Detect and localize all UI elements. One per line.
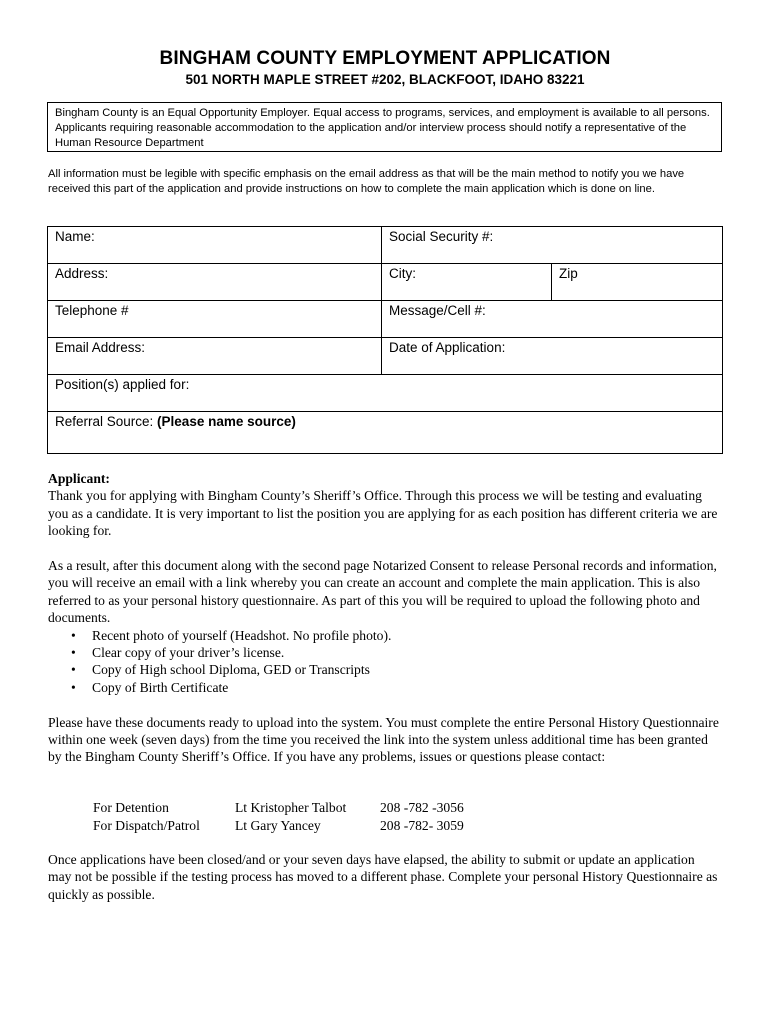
telephone-field[interactable] bbox=[48, 301, 382, 338]
contact-phone: 208 -782- 3059 bbox=[380, 818, 464, 833]
document-title: BINGHAM COUNTY EMPLOYMENT APPLICATION bbox=[159, 48, 611, 69]
ssn-field[interactable] bbox=[382, 227, 723, 264]
list-item: • Copy of Birth Certificate bbox=[71, 679, 720, 696]
eeo-notice-box bbox=[47, 102, 722, 152]
required-documents-list bbox=[71, 627, 720, 697]
date-label: Date of Application: bbox=[389, 340, 506, 355]
contact-row bbox=[93, 799, 464, 817]
county-address: 501 NORTH MAPLE STREET #202, BLACKFOOT, IDAHO 83221 bbox=[185, 72, 585, 87]
date-field[interactable] bbox=[382, 338, 723, 375]
eeo-notice-text: Bingham County is an Equal Opportunity Employer. Equal access to programs, services, and employment is available to all persons. Applicants requiring reasonable accommodation to the application and/or interview process should notify a representative of the Human Resource Department bbox=[55, 107, 710, 149]
cell-label: Message/Cell #: bbox=[389, 303, 486, 318]
intro-instructions: All information must be legible with specific emphasis on the email address as that will be the main method to notify you we have received this part of the application and provide instructions on how to complete the main application which is done on line. bbox=[48, 168, 685, 195]
name-label: Name: bbox=[55, 229, 95, 244]
applicant-letter bbox=[48, 470, 720, 783]
telephone-label: Telephone # bbox=[55, 303, 129, 318]
form-row-email bbox=[48, 338, 723, 375]
email-field[interactable] bbox=[48, 338, 382, 375]
positions-field[interactable] bbox=[48, 375, 723, 412]
closing-paragraph: Once applications have been closed/and or your seven days have elapsed, the ability to submit or update an application may not be possible if the testing process has moved to a different phase. Complete your personal History Questionnaire as quickly as possible. bbox=[48, 852, 718, 902]
letter-heading: Applicant: bbox=[48, 471, 110, 486]
contact-department: For Dispatch/Patrol bbox=[93, 818, 200, 833]
city-label: City: bbox=[389, 266, 416, 281]
form-row-referral bbox=[48, 412, 723, 454]
list-item: • Recent photo of yourself (Headshot. No profile photo). bbox=[71, 627, 720, 644]
contact-department: For Detention bbox=[93, 800, 169, 815]
zip-field[interactable] bbox=[552, 264, 723, 301]
referral-label: Referral Source: bbox=[55, 414, 158, 429]
list-item: • Copy of High school Diploma, GED or Transcripts bbox=[71, 661, 720, 678]
contact-person: Lt Kristopher Talbot bbox=[235, 800, 347, 815]
contacts-table bbox=[93, 799, 464, 835]
form-row-address bbox=[48, 264, 723, 301]
letter-para-1: Thank you for applying with Bingham County’s Sheriff’s Office. Through this process we will be testing and evaluating you as a candidate. It is very important to list the position you are applying for as each position has different criteria we are looking for. bbox=[48, 488, 718, 539]
name-field[interactable] bbox=[48, 227, 382, 264]
form-row-positions bbox=[48, 375, 723, 412]
zip-label: Zip bbox=[559, 266, 578, 281]
form-row-name bbox=[48, 227, 723, 264]
email-label: Email Address: bbox=[55, 340, 146, 355]
list-item: • Clear copy of your driver’s license. bbox=[71, 644, 720, 661]
contact-phone: 208 -782 -3056 bbox=[380, 800, 464, 815]
address-label: Address: bbox=[55, 266, 109, 281]
applicant-info-form bbox=[47, 226, 723, 454]
form-row-phone bbox=[48, 301, 723, 338]
city-field[interactable] bbox=[382, 264, 552, 301]
contact-person: Lt Gary Yancey bbox=[235, 818, 321, 833]
letter-para-3: Please have these documents ready to upload into the system. You must complete the entire Personal History Questionnaire within one week (seven days) from the time you received the link into the system unless additional time has been granted by the Bingham County Sheriff’s Office. If you have any problems, issues or questions please contact: bbox=[48, 714, 719, 765]
referral-note: (Please name source) bbox=[157, 414, 296, 429]
address-field[interactable] bbox=[48, 264, 382, 301]
referral-field[interactable] bbox=[48, 412, 723, 454]
contact-row bbox=[93, 817, 464, 835]
ssn-label: Social Security #: bbox=[389, 229, 494, 244]
positions-label: Position(s) applied for: bbox=[55, 377, 190, 392]
letter-para-2: As a result, after this document along with the second page Notarized Consent to release Personal records and information, you will receive an email with a link whereby you can create an account and complete the main application. This is also referred to as your personal history questionnaire. As part of this you will be required to upload the following photo and documents. bbox=[48, 558, 717, 626]
cell-field[interactable] bbox=[382, 301, 723, 338]
